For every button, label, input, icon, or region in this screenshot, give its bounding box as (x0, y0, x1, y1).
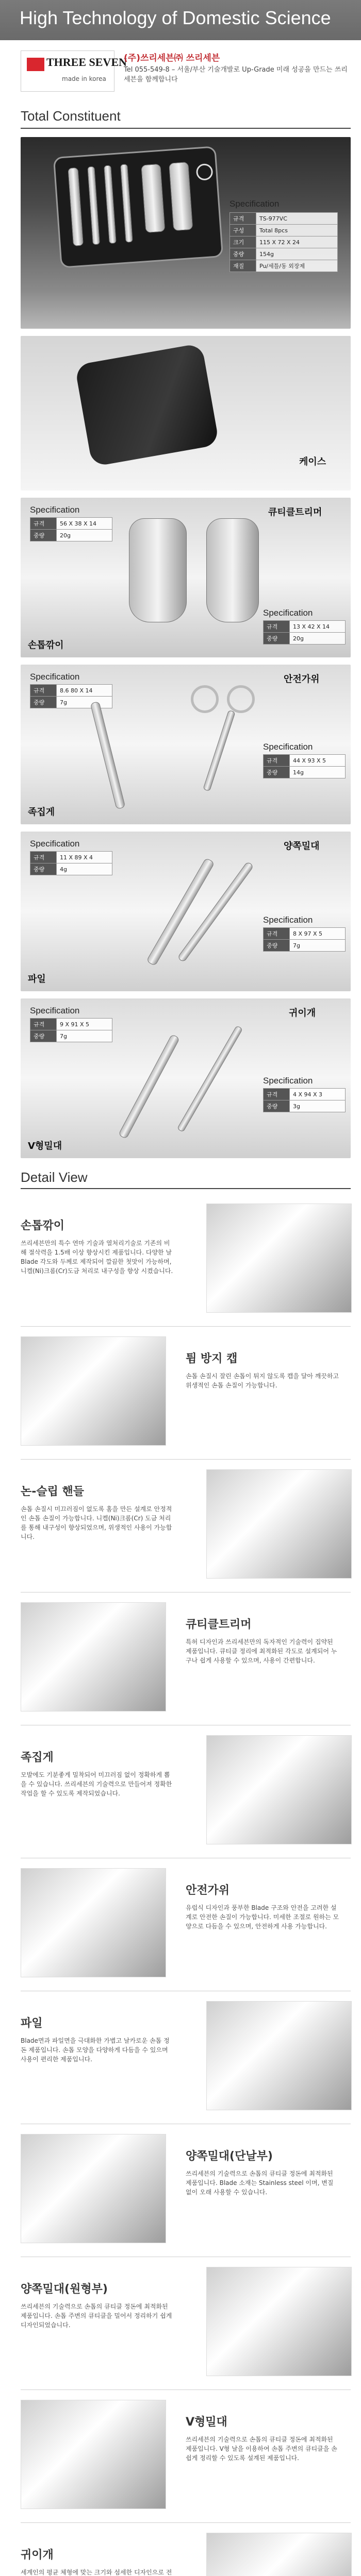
spec-value: 7g (290, 940, 346, 952)
spec-value: 4 X 94 X 3 (290, 1089, 346, 1100)
detail-photo (206, 2267, 352, 2376)
spec-row (230, 248, 338, 260)
detail-item (0, 1196, 361, 1329)
cuticle-trimmer-image (206, 518, 259, 622)
detail-title: V형밀대 (186, 2416, 227, 2429)
detail-description: 유럽식 디자인과 풍부한 Blade 구조와 안전을 고려한 설계로 안전한 손질이 가능합니다. 미세한 조절로 원하는 모양으로 다듬을 수 있으며, 안전하게 사용 가능합니다. (186, 1904, 339, 1930)
spec-value: 7g (57, 1030, 112, 1042)
spec-value: 13 X 42 X 14 (290, 621, 346, 633)
detail-divider (21, 1326, 351, 1327)
spec-table-trimmer (263, 620, 346, 645)
spec-key: 규격 (264, 928, 290, 940)
spec-key: 규격 (30, 1019, 57, 1030)
ear-panel (21, 998, 351, 1158)
detail-item (0, 2393, 361, 2526)
detail-title: 귀이개 (21, 2549, 54, 2562)
file-panel (21, 832, 351, 991)
detail-photo (21, 2134, 166, 2243)
detail-item (0, 2260, 361, 2393)
spec-value: 14g (290, 767, 346, 778)
spec-table-scissors (263, 754, 346, 778)
spec-title: Specification (263, 1076, 313, 1086)
spec-row (230, 236, 338, 248)
spec-key: 중량 (264, 1100, 290, 1112)
spec-value: 20g (57, 530, 112, 541)
detail-title: 파일 (21, 2017, 43, 2030)
section-title-detail: Detail View (21, 1170, 88, 1185)
detail-divider (21, 1459, 351, 1460)
spec-title: Specification (30, 839, 80, 849)
logo-subtext: made in korea (62, 75, 106, 82)
spec-value: 20g (290, 633, 346, 645)
spec-key: 규격 (264, 1089, 290, 1100)
detail-item (0, 1861, 361, 1994)
spec-key: 중량 (30, 697, 57, 708)
spec-table-clipper (30, 517, 112, 541)
logo-text: THREE SEVEN (46, 56, 127, 69)
detail-title: 손톱깎이 (21, 1219, 65, 1232)
spec-value: 8 X 97 X 5 (290, 928, 346, 940)
detail-photo (206, 2001, 352, 2110)
spec-key: 재질 (230, 260, 256, 272)
spec-row (230, 213, 338, 225)
spec-title: Specification (30, 505, 80, 515)
detail-description: 세계인의 평균 체형에 맞는 크기와 섬세한 디자인으로 전 (21, 2569, 172, 2576)
total-panel (21, 137, 351, 329)
tweezers-image (90, 701, 126, 809)
company-info: Tel 055-549-8 – 서울/부산 기술개발로 Up-Grade 미래 성공을 만드는 쓰리세븐을 함께합니다 (124, 66, 348, 83)
label-pusher: 양쪽밀대 (284, 841, 320, 852)
spec-title: Specification (30, 672, 80, 682)
detail-item (0, 1994, 361, 2127)
detail-description: 모발에도 기분좋게 밀착되어 미끄러짐 없이 정확하게 뽑을 수 있습니다. 쓰리세븐의 기술력으로 만들어져 정확한 작업을 할 수 있도록 제작되었습니다. (21, 1771, 172, 1797)
detail-photo (21, 1602, 166, 1711)
page-title: High Technology of Domestic Science (20, 7, 331, 28)
flag-icon (27, 58, 44, 71)
spec-table-vpusher (30, 1018, 112, 1042)
spec-key: 중량 (30, 1030, 57, 1042)
detail-title: 논-슬립 핸들 (21, 1485, 85, 1498)
detail-photo (206, 1735, 352, 1844)
spec-key: 규격 (264, 755, 290, 767)
detail-description: 쓰리세븐만의 특수 연마 기술과 열처리기술로 기존의 비해 절삭력을 1.5배 이상 향상시킨 제품입니다. 다양한 날Blade 각도와 두께로 제작되어 깔끔한 첫맛이 가능하며, 니켈(Ni)크롬(Cr)도금 처리로 내구성을 향상 시켰습니다. (21, 1240, 173, 1275)
detail-description: Blade면과 파일면을 극대화한 가볍고 날카로운 손톱 정돈 제품입니다. 손톱 모양을 다양하게 다듬을 수 있으며 사용이 편리한 제품입니다. (21, 2037, 170, 2063)
spec-key: 규격 (230, 213, 256, 225)
detail-divider (21, 2522, 351, 2523)
detail-item (0, 1595, 361, 1728)
spec-row (230, 225, 338, 236)
ear-pick-image (177, 1025, 243, 1132)
detail-title: 양쪽밀대(단날부) (186, 2150, 273, 2163)
spec-title: Specification (263, 608, 313, 618)
spec-value: 9 X 91 X 5 (57, 1019, 112, 1030)
spec-value: 8.6 80 X 14 (57, 685, 112, 697)
detail-title: 양쪽밀대(원형부) (21, 2283, 108, 2296)
spec-value: 7g (57, 697, 112, 708)
spec-value: 44 X 93 X 5 (290, 755, 346, 767)
company-name: (주)쓰리세븐㈜ 쓰리세븐 (124, 53, 220, 63)
spec-key: 구성 (230, 225, 256, 236)
label-cuticle-trimmer: 큐티클트리머 (268, 507, 322, 518)
detail-photo (206, 2533, 352, 2576)
spec-key: 규격 (30, 852, 57, 863)
spec-table-earpick (263, 1088, 346, 1112)
detail-title: 족집게 (21, 1751, 54, 1764)
detail-description: 쓰리세븐의 기술력으로 손톱의 큐티클 정돈에 최적화된 제품입니다. V형 날을 이용하여 손톱 주변의 큐티클을 손쉽게 정리할 수 있도록 설계된 제품입니다. (186, 2436, 337, 2462)
spec-title: Specification (263, 742, 313, 752)
detail-photo (206, 1204, 352, 1313)
detail-photo (21, 1868, 166, 1977)
spec-key: 중량 (230, 248, 256, 260)
section-rule (21, 128, 351, 129)
label-scissors: 안전가위 (284, 674, 320, 685)
spec-table-total (229, 212, 338, 272)
detail-divider (21, 2389, 351, 2390)
spec-key: 규격 (30, 685, 57, 697)
spec-table-pusher (263, 927, 346, 952)
detail-item (0, 1329, 361, 1462)
spec-key: 중량 (30, 530, 57, 541)
spec-key: 크기 (230, 236, 256, 248)
detail-description: 손톱 손질시 미끄러짐이 없도록 홈을 만든 설계로 안정적인 손톱 손질이 가능합니다. 니켈(Ni)크롬(Cr) 도금 처리를 통해 내구성이 향상되었으며, 위생적인 사용이 가능합니다. (21, 1505, 172, 1540)
detail-item (0, 1462, 361, 1595)
spec-title: Specification (263, 915, 313, 925)
spec-value: Pu/세틀/동 외장제 (256, 260, 338, 272)
detail-description: 손톱 손질시 잘린 손톱이 튀지 않도록 캡을 달아 깨끗하고 위생적인 손톱 손질이 가능합니다. (186, 1372, 339, 1389)
spec-key: 중량 (264, 940, 290, 952)
spec-value: 154g (256, 248, 338, 260)
spec-key: 규격 (30, 518, 57, 530)
label-nail-clipper: 손톱깎이 (28, 640, 64, 651)
spec-key: 중량 (264, 633, 290, 645)
detail-title: 튐 방지 캡 (186, 1352, 238, 1365)
spec-value: TS-977VC (256, 213, 338, 225)
scissors-handle-right (227, 685, 255, 713)
spec-value: 4g (57, 863, 112, 875)
case-label: 케이스 (299, 456, 326, 467)
detail-item (0, 2526, 361, 2576)
detail-description: 쓰리세븐의 기술력으로 손톱의 큐티클 정돈에 최적화된 제품입니다. 손톱 주변의 큐티클을 밀어서 정리하기 쉽게 디자인되었습니다. (21, 2303, 172, 2329)
v-pusher-image (118, 1034, 180, 1139)
detail-item (0, 1728, 361, 1861)
detail-title: 큐티클트리머 (186, 1618, 252, 1631)
label-file: 파일 (28, 974, 46, 985)
spec-key: 중량 (264, 767, 290, 778)
case-image (75, 343, 220, 467)
spec-value: Total 8pcs (256, 225, 338, 236)
file-image (146, 858, 215, 967)
section-rule (21, 1188, 351, 1189)
detail-title: 안전가위 (186, 1884, 230, 1897)
spec-title: Specification (30, 1006, 80, 1015)
spec-key: 규격 (264, 621, 290, 633)
nail-clipper-image (129, 518, 187, 622)
pusher-image (177, 861, 254, 962)
case-panel (21, 336, 351, 490)
spec-key: 중량 (30, 863, 57, 875)
label-v-pusher: V형밀대 (28, 1141, 62, 1151)
detail-description: 특허 디자인과 쓰리세븐만의 독자적인 기술력이 집약된 제품입니다. 큐티클 정리에 최적화된 각도로 설계되어 누구나 쉽게 사용할 수 있으며, 사용이 간편합니다. (186, 1638, 337, 1664)
label-ear-pick: 귀이개 (289, 1008, 316, 1019)
spec-title: Specification (229, 199, 280, 209)
detail-photo (206, 1469, 352, 1579)
scissors-handle-left (191, 685, 219, 713)
spec-value: 115 X 72 X 24 (256, 236, 338, 248)
spec-row (230, 260, 338, 272)
spec-table-file (30, 851, 112, 875)
spec-value: 3g (290, 1100, 346, 1112)
section-title-total: Total Constituent (21, 108, 121, 124)
tweezers-panel (21, 665, 351, 824)
spec-value: 11 X 89 X 4 (57, 852, 112, 863)
detail-item (0, 2127, 361, 2260)
detail-photo (21, 1336, 166, 1446)
scissors-blade (203, 710, 235, 791)
clipper-panel (21, 498, 351, 657)
spec-value: 56 X 38 X 14 (57, 518, 112, 530)
kit-open-image (53, 146, 223, 268)
detail-photo (21, 2400, 166, 2509)
detail-description: 쓰리세븐의 기술력으로 손톱의 큐티클 정돈에 최적화된 제품입니다. Blade 소재는 Stainless steel 이며, 변질 없이 오래 사용할 수 있습니다. (186, 2170, 334, 2196)
label-tweezers: 족집게 (28, 807, 55, 818)
